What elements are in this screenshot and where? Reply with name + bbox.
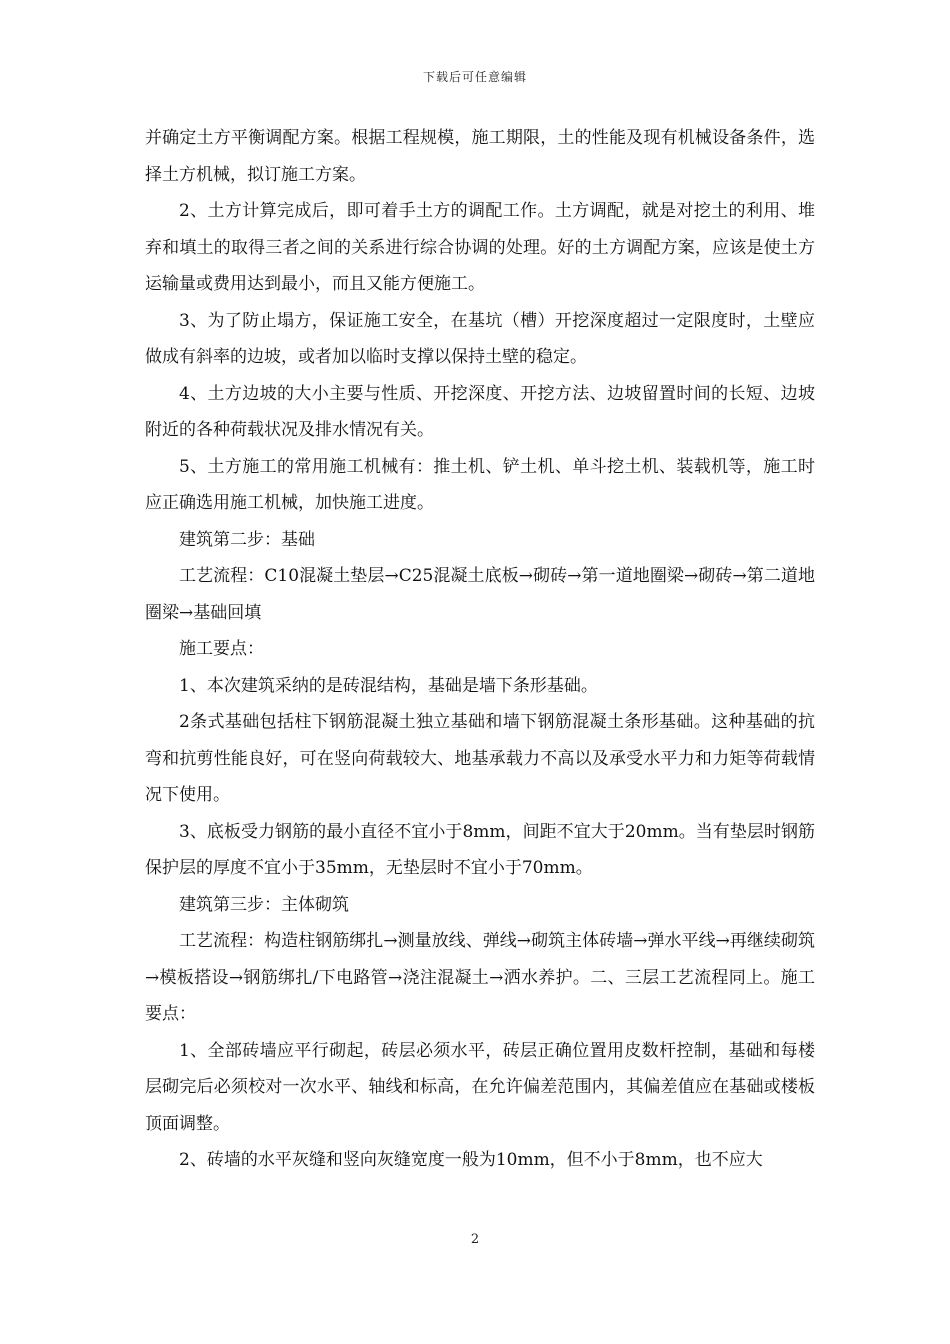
paragraph: 施工要点：	[179, 639, 264, 659]
paragraph: 1、全部砖墙应平行砌起，砖层必须水平，砖层正确位置用皮数杆控制，基础和每楼层砌完后必须校对一次水平、轴线和标高，在允许偏差范围内，其偏差值应在基础或楼板顶面调整。	[145, 1040, 815, 1134]
page-number: 2	[470, 1232, 480, 1247]
paragraph: 工艺流程：C10混凝土垫层→C25混凝土底板→砌砖→第一道地圈梁→砌砖→第二道地圈梁→基础回填	[145, 566, 815, 623]
paragraph: 3、为了防止塌方，保证施工安全，在基坑（槽）开挖深度超过一定限度时，土壁应做成有斜率的边坡，或者加以临时支撑以保持土壁的稳定。	[145, 310, 815, 367]
paragraph: 工艺流程：构造柱钢筋绑扎→测量放线、弹线→砌筑主体砖墙→弹水平线→再继续砌筑→模板搭设→钢筋绑扎/下电路管→浇注混凝土→洒水养护。二、三层工艺流程同上。施工要点：	[145, 931, 815, 1024]
paragraph: 2、砖墙的水平灰缝和竖向灰缝宽度一般为10mm，但不小于8mm，也不应大	[179, 1150, 763, 1170]
paragraph: 5、土方施工的常用施工机械有：推土机、铲土机、单斗挖土机、装载机等，施工时应正确选用施工机械，加快施工进度。	[145, 456, 815, 513]
paragraph: 4、土方边坡的大小主要与性质、开挖深度、开挖方法、边坡留置时间的长短、边坡附近的各种荷载状况及排水情况有关。	[145, 383, 815, 440]
paragraph: 并确定土方平衡调配方案。根据工程规模，施工期限，土的性能及现有机械设备条件，选择土方机械，拟订施工方案。	[145, 128, 815, 185]
document-body	[145, 120, 815, 1179]
paragraph: 建筑第三步：主体砌筑	[179, 894, 349, 915]
page-header: 下载后可任意编辑	[422, 70, 527, 84]
paragraph: 2、土方计算完成后，即可着手土方的调配工作。土方调配，就是对挖土的利用、堆弃和填土的取得三者之间的关系进行综合协调的处理。好的土方调配方案，应该是使土方运输量或费用达到最小，而且又能方便施工。	[145, 201, 815, 294]
paragraph: 1、本次建筑采纳的是砖混结构，基础是墙下条形基础。	[179, 675, 598, 696]
paragraph: 2条式基础包括柱下钢筋混凝土独立基础和墙下钢筋混凝土条形基础。这种基础的抗弯和抗剪性能良好，可在竖向荷载较大、地基承载力不高以及承受水平力和力矩等荷载情况下使用。	[145, 712, 815, 805]
paragraph: 3、底板受力钢筋的最小直径不宜小于8mm，间距不宜大于20mm。当有垫层时钢筋保护层的厚度不宜小于35mm，无垫层时不宜小于70mm。	[145, 821, 815, 878]
paragraph: 建筑第二步：基础	[179, 529, 315, 550]
